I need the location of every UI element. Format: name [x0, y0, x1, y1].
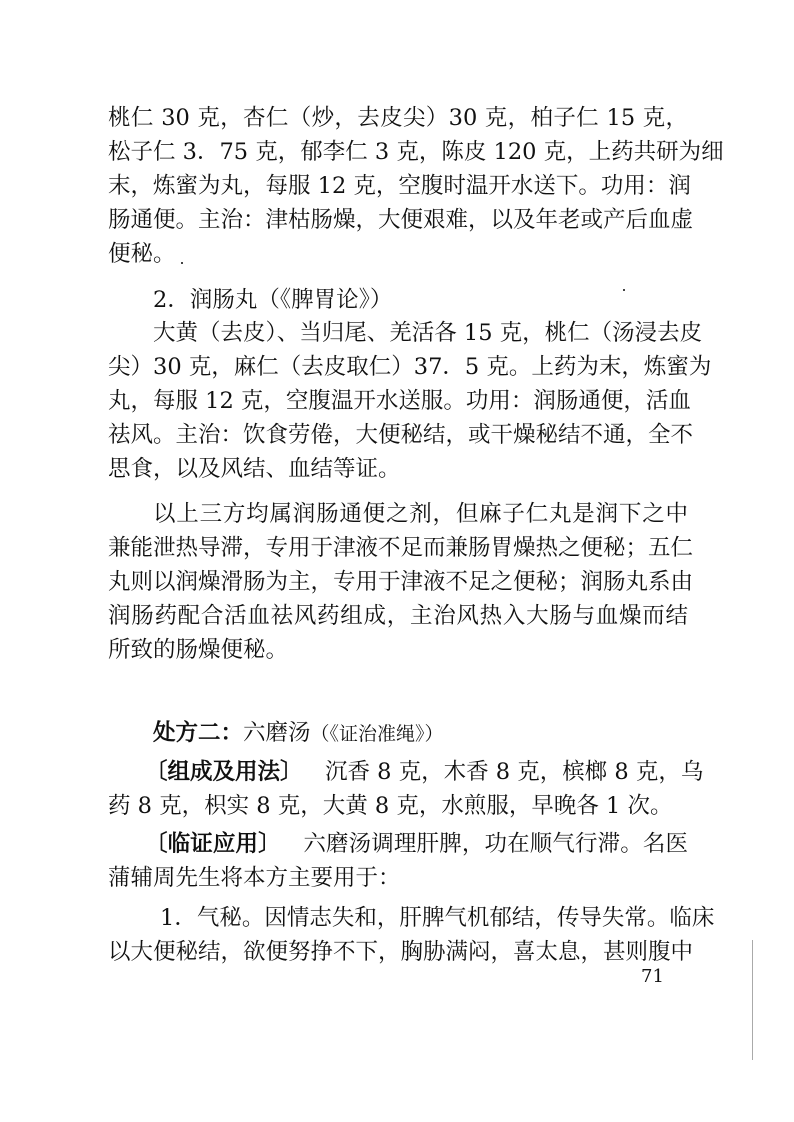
text-line: 药 8 克，枳实 8 克，大黄 8 克，水煎服，早晚各 1 次。	[108, 793, 673, 819]
text-line: 润肠药配合活血祛风药组成，主治风热入大肠与血燥而结	[108, 603, 688, 629]
composition-text: 沉香 8 克，木香 8 克，槟榔 8 克，乌	[325, 759, 704, 785]
text-line: 丸，每服 12 克，空腹温开水送服。功用：润肠通便，活血	[108, 388, 691, 414]
composition-tag: 〔组成及用法〕	[145, 759, 303, 785]
text-line: 尖）30 克，麻仁（去皮取仁）37．5 克。上药为末，炼蜜为	[108, 354, 712, 380]
text-line: 所致的肠燥便秘。	[108, 637, 289, 663]
scan-edge-mark	[752, 940, 753, 1060]
formula-heading	[153, 716, 688, 751]
page-number: 71	[641, 966, 664, 987]
text-line: 以上三方均属润肠通便之剂，但麻子仁丸是润下之中	[153, 501, 688, 527]
composition-line	[145, 755, 704, 789]
text-line: 1．气秘。因情志失和，肝脾气机郁结，传导失常。临床	[160, 905, 715, 931]
text-line: 蒲辅周先生将本方主要用于：	[108, 865, 401, 891]
text-line: 便秘。	[108, 241, 176, 267]
clinical-line	[145, 827, 688, 861]
text-line: 大黄（去皮）、当归尾、羌活各 15 克，桃仁（汤浸去皮	[153, 320, 703, 346]
text-line: 以大便秘结，欲便努挣不下，胸胁满闷，喜太息，甚则腹中	[108, 939, 694, 965]
text-line: 肠通便。主治：津枯肠燥，大便艰难，以及年老或产后血虚	[108, 207, 694, 233]
scan-speck	[623, 289, 625, 291]
clinical-tag: 〔临证应用〕	[145, 831, 281, 857]
text-line: 丸则以润燥滑肠为主，专用于津液不足之便秘；润肠丸系由	[108, 569, 694, 595]
formula-source: （《证治准绳》）	[310, 723, 444, 745]
text-line: 末，炼蜜为丸，每服 12 克，空腹时温开水送下。功用：润	[108, 173, 691, 199]
formula-label: 处方二：	[153, 720, 244, 746]
formula-name: 六磨汤	[243, 720, 311, 746]
text-line: 祛风。主治：饮食劳倦，大便秘结，或干燥秘结不通，全不	[108, 422, 694, 448]
text-line: 兼能泄热导滞，专用于津液不足而兼肠胃燥热之便秘；五仁	[108, 535, 694, 561]
text-line: 桃仁 30 克，杏仁（炒，去皮尖）30 克，柏子仁 15 克，	[108, 105, 688, 131]
scan-speck	[181, 262, 183, 264]
sub-formula-heading: 2．润肠丸（《脾胃论》）	[153, 287, 393, 313]
text-line: 松子仁 3．75 克，郁李仁 3 克，陈皮 120 克，上药共研为细	[108, 139, 724, 165]
clinical-text: 六磨汤调理肝脾，功在顺气行滞。名医	[303, 831, 688, 857]
text-line: 思食，以及风结、血结等证。	[108, 456, 401, 482]
